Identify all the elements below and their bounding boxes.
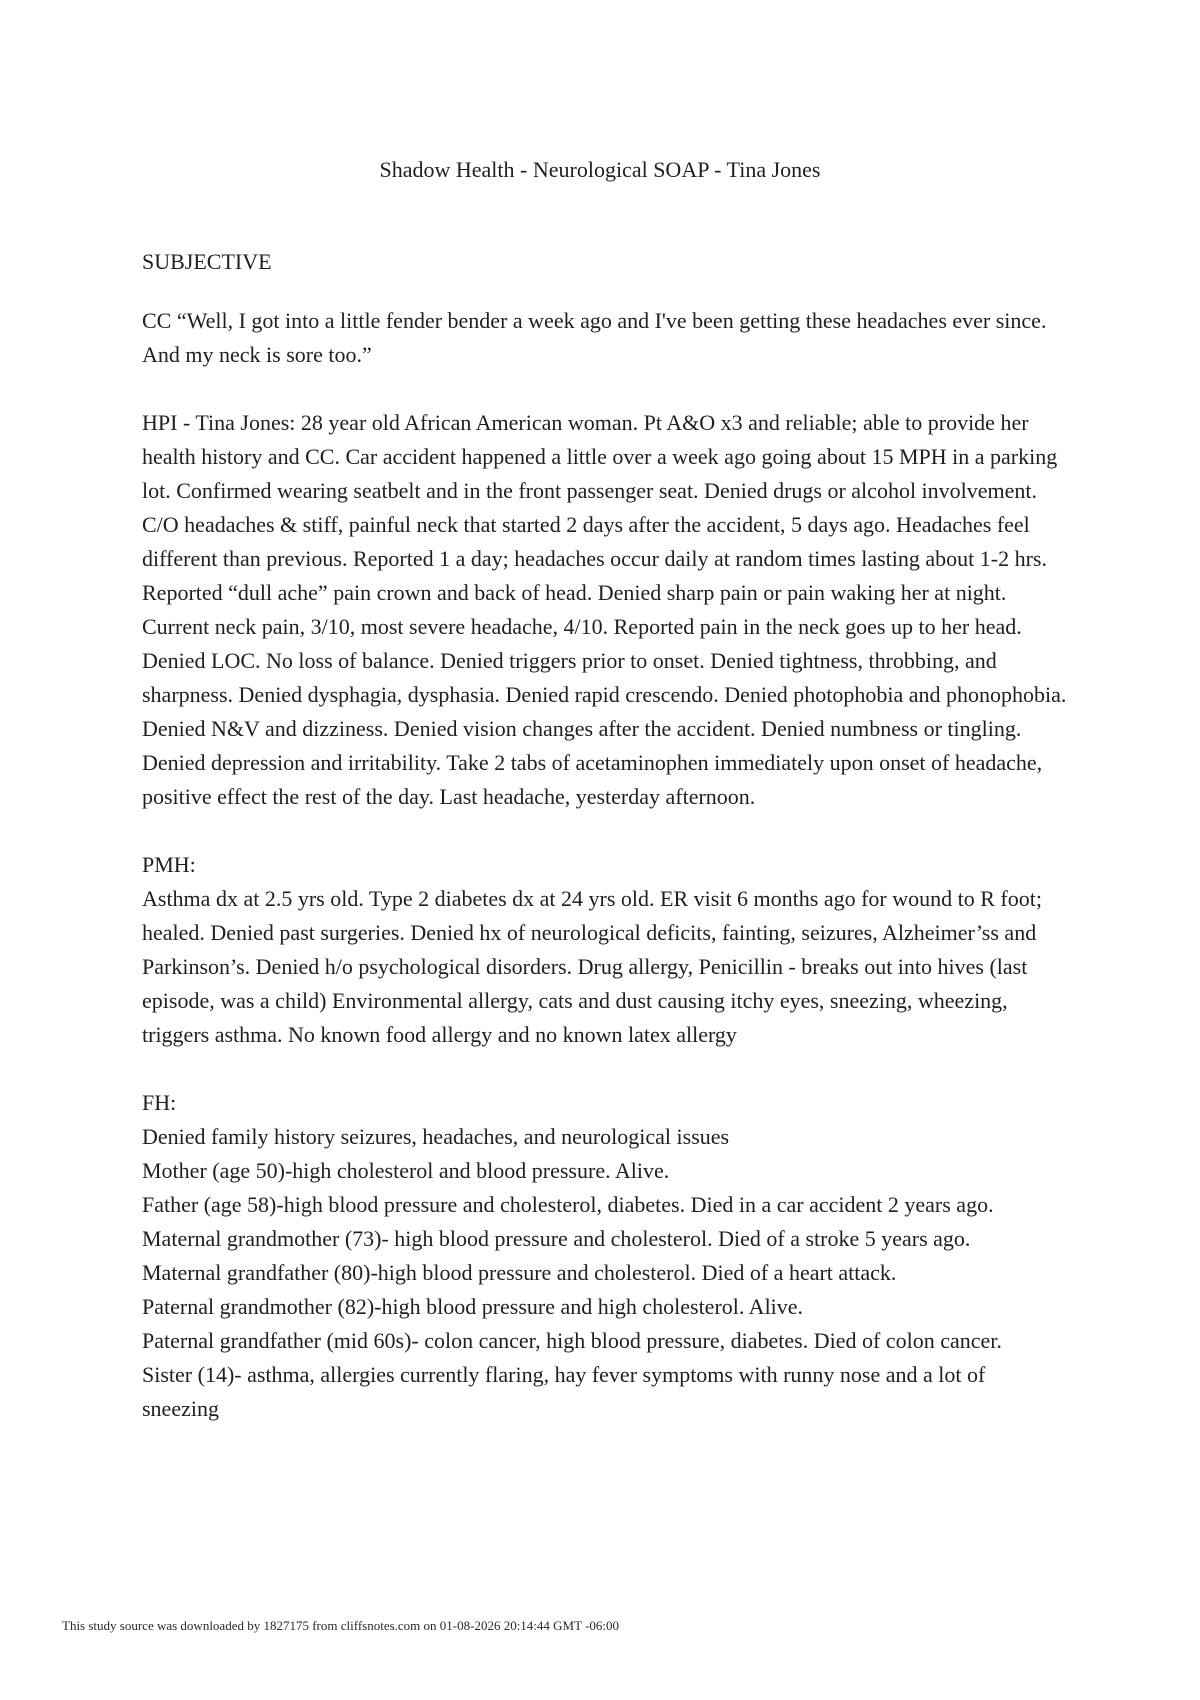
download-footer: This study source was downloaded by 1827175 from cliffsnotes.com on 01-08-2026 20:14:44 GMT -06:00 [62, 1618, 620, 1633]
fh-line: Sister (14)- asthma, allergies currently flaring, hay fever symptoms with runny nose and a lot of sneezing [142, 1362, 986, 1421]
subjective-heading: SUBJECTIVE [142, 249, 272, 274]
pmh-text: Asthma dx at 2.5 yrs old. Type 2 diabetes dx at 24 yrs old. ER visit 6 months ago for wound to R foot; healed. Denied past surgeries. Denied hx of neurological deficits, fainting, seizures, Alzheimer’ss and Parkinson’s. Denied h/o psychological disorders. Drug allergy, Penicillin - breaks out into hives (last episode, was a child) Environmental allergy, cats and dust causing itchy eyes, sneezing, wheezing, triggers asthma. No known food allergy and no known latex allergy [142, 886, 1042, 1047]
fh-line: Paternal grandmother (82)-high blood pressure and high cholesterol. Alive. [142, 1294, 804, 1319]
fh-label: FH: [142, 1090, 177, 1115]
fh-line: Maternal grandfather (80)-high blood pressure and cholesterol. Died of a heart attack. [142, 1260, 897, 1285]
chief-complaint: CC “Well, I got into a little fender bender a week ago and I've been getting these headaches ever since. And my neck is sore too.” [142, 308, 1047, 367]
document-body [142, 245, 1067, 1426]
fh-line: Father (age 58)-high blood pressure and cholesterol, diabetes. Died in a car accident 2 years ago. [142, 1192, 994, 1217]
fh-line: Paternal grandfather (mid 60s)- colon cancer, high blood pressure, diabetes. Died of colon cancer. [142, 1328, 1002, 1353]
fh-line: Mother (age 50)-high cholesterol and blood pressure. Alive. [142, 1158, 670, 1183]
fh-section [142, 1086, 1067, 1426]
pmh-label: PMH: [142, 852, 196, 877]
fh-line: Maternal grandmother (73)- high blood pressure and cholesterol. Died of a stroke 5 years ago. [142, 1226, 971, 1251]
pmh-section [142, 848, 1067, 1052]
hpi-paragraph: HPI - Tina Jones: 28 year old African American woman. Pt A&O x3 and reliable; able to provide her health history and CC. Car accident happened a little over a week ago going about 15 MPH in a parking lot. Confirmed wearing seatbelt and in the front passenger seat. Denied drugs or alcohol involvement. C/O headaches & stiff, painful neck that started 2 days after the accident, 5 days ago. Headaches feel different than previous. Reported 1 a day; headaches occur daily at random times lasting about 1-2 hrs. Reported “dull ache” pain crown and back of head. Denied sharp pain or pain waking her at night. Current neck pain, 3/10, most severe headache, 4/10. Reported pain in the neck goes up to her head. Denied LOC. No loss of balance. Denied triggers prior to onset. Denied tightness, throbbing, and sharpness. Denied dysphagia, dysphasia. Denied rapid crescendo. Denied photophobia and phonophobia. Denied N&V and dizziness. Denied vision changes after the accident. Denied numbness or tingling. Denied depression and irritability. Take 2 tabs of acetaminophen immediately upon onset of headache, positive effect the rest of the day. Last headache, yesterday afternoon. [142, 410, 1067, 809]
document-title: Shadow Health - Neurological SOAP - Tina Jones [379, 157, 821, 182]
fh-line: Denied family history seizures, headaches, and neurological issues [142, 1124, 730, 1149]
